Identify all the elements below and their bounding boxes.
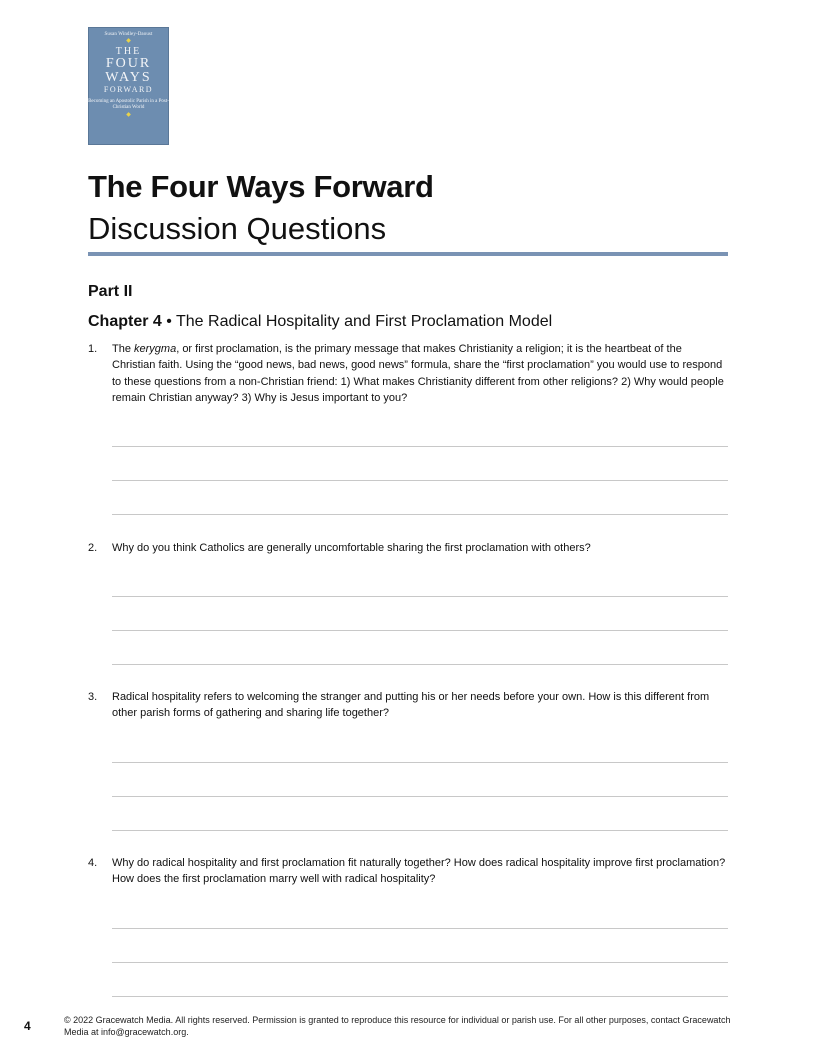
part-heading: Part II (88, 283, 133, 300)
answer-line[interactable] (112, 762, 728, 763)
answer-line[interactable] (112, 796, 728, 797)
answer-line[interactable] (112, 664, 728, 665)
chapter-heading (88, 313, 552, 331)
question-text: Why do you think Catholics are generally uncomfortable sharing the first proclamation with others? (112, 542, 591, 554)
page-subtitle: Discussion Questions (88, 211, 387, 246)
cover-title-line2: FOUR (105, 56, 152, 71)
question-3 (88, 689, 728, 722)
answer-line[interactable] (112, 514, 728, 515)
book-cover (88, 27, 169, 145)
question-text: The kerygma, or first proclamation, is the primary message that makes Christianity a religion; it is the heartbeat of the Christian faith. Using the “good news, bad news, good news” formula, share the “first proclamation” you would use to respond to these questions from a non-Christian friend: 1) What makes Christianity different from other religions? 2) Why would people remain Christian anyway? 3) Why is Jesus important to you? (112, 343, 724, 404)
question-text: Why do radical hospitality and first proclamation fit naturally together? How does radical hospitality improve first proclamation? How does the first proclamation marry well with radical hospitality? (112, 857, 726, 886)
cover-author: Susan Windley-Daoust (104, 32, 153, 37)
copyright-footer: © 2022 Gracewatch Media. All rights reserved. Permission is granted to reproduce this resource for individual or parish use. For all other purposes, contact Gracewatch Media at info@gracewatch.org. (64, 1015, 731, 1037)
cover-subtitle: Becoming an Apostolic Parish in a Post-Christian World (88, 99, 169, 110)
title-divider (88, 252, 728, 256)
cover-title-line1: THE (115, 46, 142, 57)
fish-ornament-icon: ◆ (126, 112, 131, 118)
answer-line[interactable] (112, 928, 728, 929)
question-2 (88, 540, 728, 556)
answer-line[interactable] (112, 446, 728, 447)
cover-title-line4: FORWARD (103, 85, 154, 94)
page-number: 4 (24, 1019, 31, 1033)
question-number: 3. (88, 691, 98, 703)
cover-title-line3: WAYS (105, 70, 152, 85)
answer-line[interactable] (112, 830, 728, 831)
fish-ornament-icon: ◆ (126, 38, 131, 44)
answer-line[interactable] (112, 480, 728, 481)
question-text: Radical hospitality refers to welcoming the stranger and putting his or her needs before your own. How is this different from other parish forms of gathering and sharing life together? (112, 691, 710, 720)
question-4 (88, 855, 728, 888)
question-number: 2. (88, 542, 98, 554)
chapter-title: • The Radical Hospitality and First Proclamation Model (166, 313, 553, 330)
answer-line[interactable] (112, 630, 728, 631)
question-1 (88, 341, 728, 406)
answer-line[interactable] (112, 996, 728, 997)
answer-line[interactable] (112, 596, 728, 597)
question-number: 1. (88, 343, 98, 355)
answer-line[interactable] (112, 962, 728, 963)
page-title: The Four Ways Forward (88, 169, 434, 204)
question-number: 4. (88, 857, 98, 869)
chapter-label: Chapter 4 (88, 313, 162, 330)
